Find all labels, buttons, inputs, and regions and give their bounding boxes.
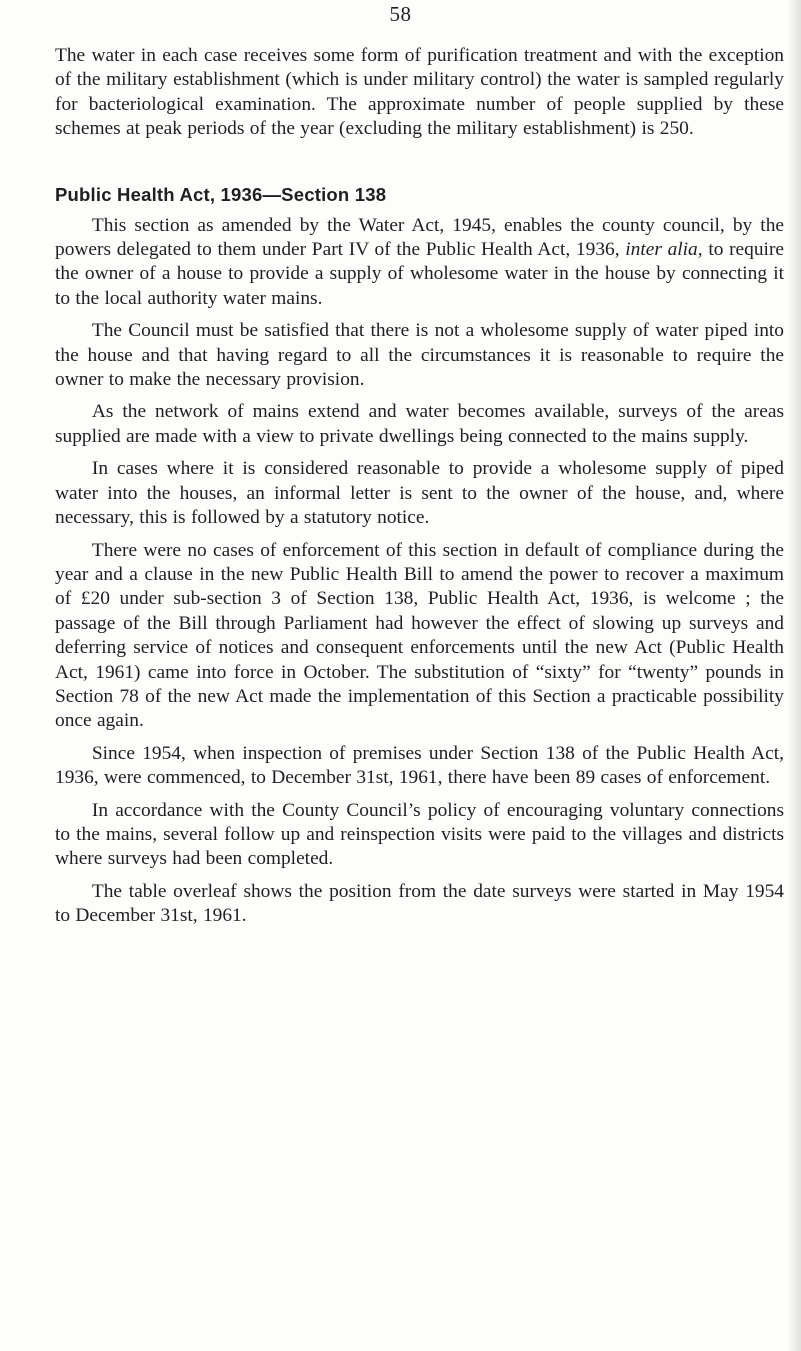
paragraph-network-mains: As the network of mains extend and water becomes available, surveys of the areas supplied are made with a view to private dwellings being connected to the mains supply. bbox=[55, 401, 784, 447]
section-heading: Public Health Act, 1936—Section 138 bbox=[55, 183, 387, 205]
paragraph-water-act-text-start: This section as amended by the Water Act, 1945, enables the county council, by the powers delegated to them under Part IV of the Public Health Act, 1936, bbox=[55, 214, 784, 261]
paragraph-water-act-italic: inter alia bbox=[625, 239, 698, 261]
paragraph-since-1954: Since 1954, when inspection of premises under Section 138 of the Public Health Act, 1936, were commenced, to December 31st, 1961, there have been 89 cases of enforcement. bbox=[55, 742, 784, 789]
paragraph-enforcement: There were no cases of enforcement of this section in default of compliance during the year and a clause in the new Public Health Bill to amend the power to recover a maximum of £20 under sub-section 3 of Section 138, Public Health Act, 1936, is welcome ; the passage of the Bill through Parliament had however the effect of slowing up surveys and deferring service of notices and consequent enforcements until the new Act (Public Health Act, 1961) came into force in October. The substitution of “sixty” for “twenty” pounds in Section 78 of the new Act made the implementation of this Section a practicable possibility once again. bbox=[55, 539, 784, 732]
intro-paragraph: The water in each case receives some form of purification treatment and with the exception of the military establishment (which is under military control) the water is sampled regularly for bacteriological examination. The approximate number of people supplied by these schemes at peak periods of the year (excluding the military establishment) is 250. bbox=[55, 45, 784, 140]
paragraph-informal-letter: In cases where it is considered reasonable to provide a wholesome supply of piped water into the houses, an informal letter is sent to the owner of the house, and, where necessary, this is followed by a statutory notice. bbox=[55, 458, 784, 529]
paragraph-water-act-text-end: , to require the owner of a house to provide a supply of wholesome water in the house by connecting it to the local authority water mains. bbox=[55, 239, 785, 309]
page-content bbox=[55, 44, 784, 929]
page-edge-shadow bbox=[787, 0, 801, 1351]
page-number: 58 bbox=[389, 2, 412, 26]
paragraph-council-satisfied: The Council must be satisfied that there is not a wholesome supply of water piped into the house and that having regard to all the circumstances it is reasonable to require the owner to make the necessary provision. bbox=[55, 320, 784, 391]
paragraph-voluntary-connections: In accordance with the County Council’s policy of encouraging voluntary connections to the mains, several follow up and reinspection visits were paid to the villages and districts where surveys had been completed. bbox=[55, 799, 784, 870]
paragraph-table-overleaf: The table overleaf shows the position from the date surveys were started in May 1954 to December 31st, 1961. bbox=[55, 880, 784, 927]
paragraph-water-act bbox=[55, 214, 784, 312]
